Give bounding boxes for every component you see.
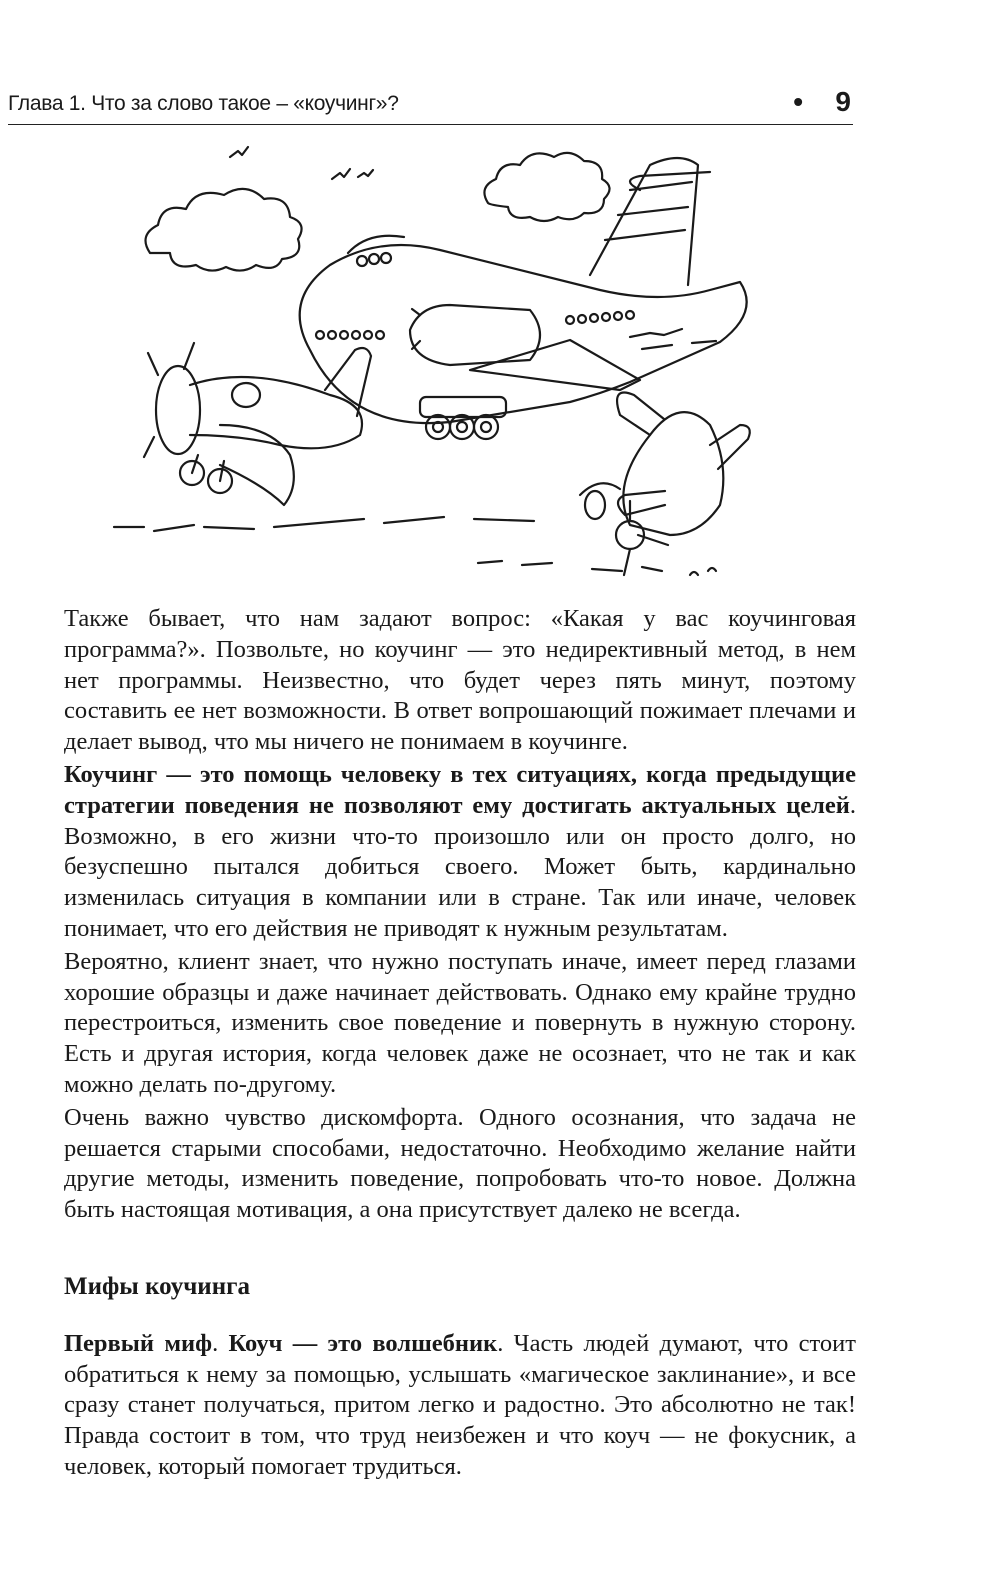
big-plane-engine	[410, 305, 540, 365]
paragraph-1-text: Также бывает, что нам задают вопрос: «Какая у вас коучинговая программа?». Позвольте, но коучинг — это недирективный метод, в нем нет программы. Неизвестно, что будет через пять минут, поэтому составить ее нет возможности. В ответ вопрошающий пожимает плечами и делает вывод, что мы ничего не понимаем в коучинге.	[64, 605, 856, 756]
bird	[332, 169, 350, 179]
body-text	[64, 604, 856, 1483]
big-plane-landing-gear	[420, 397, 506, 439]
big-plane-tail	[590, 158, 698, 285]
paragraph-4-text: Очень важно чувство дискомфорта. Одного осознания, что задача не решается старыми способами, недостаточно. Необходимо желание найти другие методы, изменить поведение, попробовать что-то новое. Должна быть настоящая мотивация, а она присутствует далеко не всегда.	[64, 1103, 856, 1224]
chapter-title: Глава 1. Что за слово такое – «коучинг»?	[8, 92, 399, 115]
airplanes-cartoon-illustration	[110, 135, 810, 595]
small-plane-left	[144, 343, 371, 505]
paragraph-5	[64, 1329, 856, 1483]
paragraph-4	[64, 1103, 856, 1226]
paragraph-1	[64, 604, 856, 758]
section-heading: Мифы коучинга	[64, 1272, 250, 1300]
bird	[358, 170, 373, 177]
paragraph-3	[64, 947, 856, 1101]
coaching-definition-bold: Коучинг — это помощь человеку в тех ситуациях, когда предыдущие стратегии поведения не позволяют ему достигать актуальных целей	[64, 760, 856, 819]
myth-title-bold: Коуч — это волшебник	[228, 1329, 498, 1357]
paragraph-2-text: . Возможно, в его жизни что-то произошло или он просто долго, но безуспешно пытался добиться своего. Может быть, кардинально изменилась ситуация в компании или в стране. Так или иначе, человек понимает, что его действия не приводят к нужным результатам.	[64, 791, 856, 942]
crashed-plane-right	[580, 393, 750, 576]
running-header	[8, 86, 853, 125]
paragraph-3-text: Вероятно, клиент знает, что нужно поступать иначе, имеет перед глазами хорошие образцы и даже начинает действовать. Однако ему крайне трудно перестроиться, изменить свое поведение и повернуть в нужную сторону. Есть и другая история, когда человек даже не осознает, что не так и как можно делать по-другому.	[64, 947, 856, 1098]
myth-label-bold: Первый миф	[64, 1329, 213, 1357]
page-number: 9	[835, 86, 851, 117]
big-plane-wing	[470, 340, 640, 390]
big-plane-windows	[316, 311, 634, 339]
big-plane-body	[300, 245, 747, 423]
cloud-right	[484, 153, 609, 221]
ground-lines	[114, 329, 716, 575]
cloud-left	[146, 189, 302, 271]
header-bullet: •	[793, 86, 803, 117]
paragraph-5-text: . Часть людей думают, что стоит обратиться к нему за помощью, услышать «магическое заклинание», и все сразу станет получаться, притом легко и радостно. Это абсолютно не так! Правда состоит в том, что труд неизбежен и что коуч — не фокусник, а человек, который помогает трудиться.	[64, 1329, 856, 1480]
paragraph-2	[64, 760, 856, 945]
bird	[230, 147, 248, 157]
myth-separator: .	[212, 1329, 229, 1357]
